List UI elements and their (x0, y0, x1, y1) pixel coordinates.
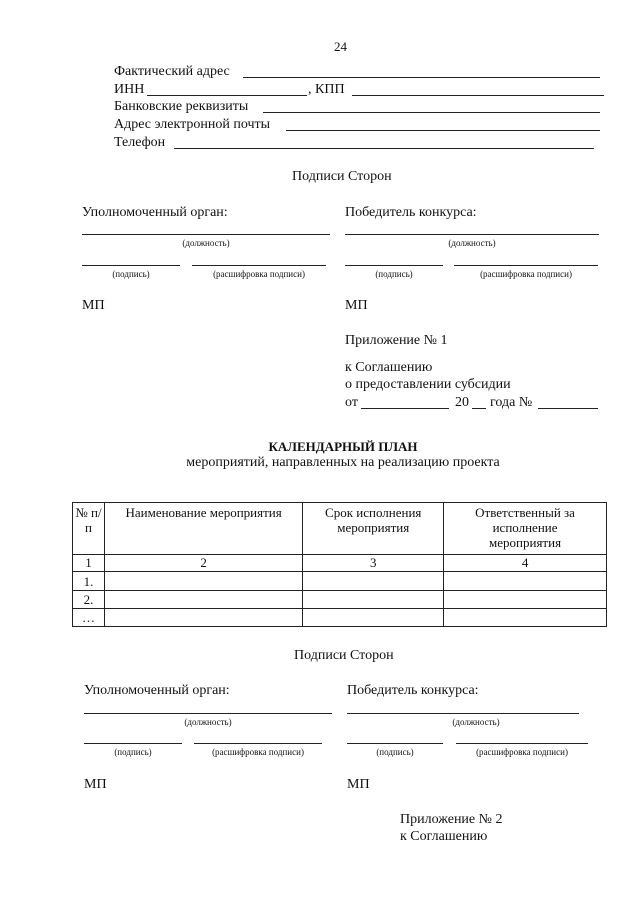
left-decoding-caption: (расшифровка подписи) (212, 747, 304, 757)
phone-label: Телефон (114, 135, 166, 150)
column-number-row (73, 555, 607, 572)
appendix-1-year-suffix: года № (490, 395, 533, 410)
table-row (73, 609, 607, 627)
right-signature-caption: (подпись) (375, 269, 413, 279)
inn-label: ИНН (114, 82, 145, 97)
appendix-1-date-field[interactable] (361, 408, 449, 409)
responsible-cell[interactable] (444, 591, 607, 609)
signatures-heading: Подписи Сторон (294, 648, 394, 663)
right-signature-field[interactable] (347, 743, 443, 744)
appendix-1-line2: о предоставлении субсидии (345, 377, 511, 392)
left-decoding-field[interactable] (192, 265, 326, 266)
right-stamp: МП (347, 777, 370, 792)
column-number: 1 (73, 555, 105, 572)
right-party-label: Победитель конкурса: (345, 205, 477, 220)
left-signature-caption: (подпись) (114, 747, 152, 757)
calendar-plan-table (72, 502, 607, 627)
appendix-2-title: Приложение № 2 (400, 812, 503, 827)
signatures-heading: Подписи Сторон (292, 169, 392, 184)
right-signature-caption: (подпись) (376, 747, 414, 757)
actual-address-field[interactable] (243, 77, 600, 78)
appendix-1-line1: к Соглашению (345, 360, 433, 375)
right-decoding-caption: (расшифровка подписи) (476, 747, 568, 757)
appendix-2-line1: к Соглашению (400, 829, 488, 844)
page-number: 24 (334, 39, 347, 54)
appendix-1-year-field[interactable] (472, 408, 486, 409)
right-decoding-caption: (расшифровка подписи) (480, 269, 572, 279)
plan-title: КАЛЕНДАРНЫЙ ПЛАН (268, 439, 418, 454)
kpp-field[interactable] (352, 95, 604, 96)
appendix-1-number-field[interactable] (538, 408, 598, 409)
right-position-caption: (должность) (448, 238, 496, 248)
right-stamp: МП (345, 298, 368, 313)
bank-label: Банковские реквизиты (114, 99, 249, 114)
left-position-field[interactable] (82, 234, 330, 235)
event-name-cell[interactable] (104, 572, 302, 591)
row-number: … (73, 609, 105, 627)
email-label: Адрес электронной почты (114, 117, 271, 132)
kpp-label: , КПП (308, 82, 345, 97)
left-stamp: МП (82, 298, 105, 313)
plan-subtitle: мероприятий, направленных на реализацию проекта (186, 455, 500, 470)
right-party-label: Победитель конкурса: (347, 683, 479, 698)
email-field[interactable] (286, 130, 600, 131)
right-position-field[interactable] (345, 234, 599, 235)
row-number: 1. (73, 572, 105, 591)
column-number: 2 (104, 555, 302, 572)
header-event-name: Наименование мероприятия (104, 503, 302, 555)
left-position-caption: (должность) (184, 717, 232, 727)
left-party-label: Уполномоченный орган: (82, 205, 228, 220)
appendix-1-date-from: от (345, 395, 358, 410)
phone-field[interactable] (174, 148, 594, 149)
left-position-caption: (должность) (182, 238, 230, 248)
deadline-cell[interactable] (303, 609, 444, 627)
right-position-field[interactable] (347, 713, 579, 714)
column-number: 4 (444, 555, 607, 572)
left-signature-field[interactable] (82, 265, 180, 266)
left-position-field[interactable] (84, 713, 332, 714)
left-decoding-caption: (расшифровка подписи) (213, 269, 305, 279)
row-number: 2. (73, 591, 105, 609)
bank-field[interactable] (263, 112, 600, 113)
right-position-caption: (должность) (452, 717, 500, 727)
deadline-cell[interactable] (303, 572, 444, 591)
header-deadline: Срок исполнения мероприятия (303, 503, 444, 555)
left-signature-field[interactable] (84, 743, 182, 744)
event-name-cell[interactable] (104, 609, 302, 627)
actual-address-label: Фактический адрес (114, 64, 230, 79)
appendix-1-year-prefix: 20 (455, 395, 469, 410)
column-number: 3 (303, 555, 444, 572)
right-signature-field[interactable] (345, 265, 443, 266)
right-decoding-field[interactable] (454, 265, 598, 266)
event-name-cell[interactable] (104, 591, 302, 609)
header-number: № п/п (73, 503, 105, 555)
table-row (73, 591, 607, 609)
responsible-cell[interactable] (444, 609, 607, 627)
header-responsible: Ответственный за исполнение мероприятия (444, 503, 607, 555)
left-stamp: МП (84, 777, 107, 792)
left-party-label: Уполномоченный орган: (84, 683, 230, 698)
right-decoding-field[interactable] (456, 743, 588, 744)
table-header-row (73, 503, 607, 555)
inn-field[interactable] (147, 95, 307, 96)
deadline-cell[interactable] (303, 591, 444, 609)
left-decoding-field[interactable] (194, 743, 322, 744)
responsible-cell[interactable] (444, 572, 607, 591)
appendix-1-title: Приложение № 1 (345, 333, 448, 348)
left-signature-caption: (подпись) (112, 269, 150, 279)
table-row (73, 572, 607, 591)
